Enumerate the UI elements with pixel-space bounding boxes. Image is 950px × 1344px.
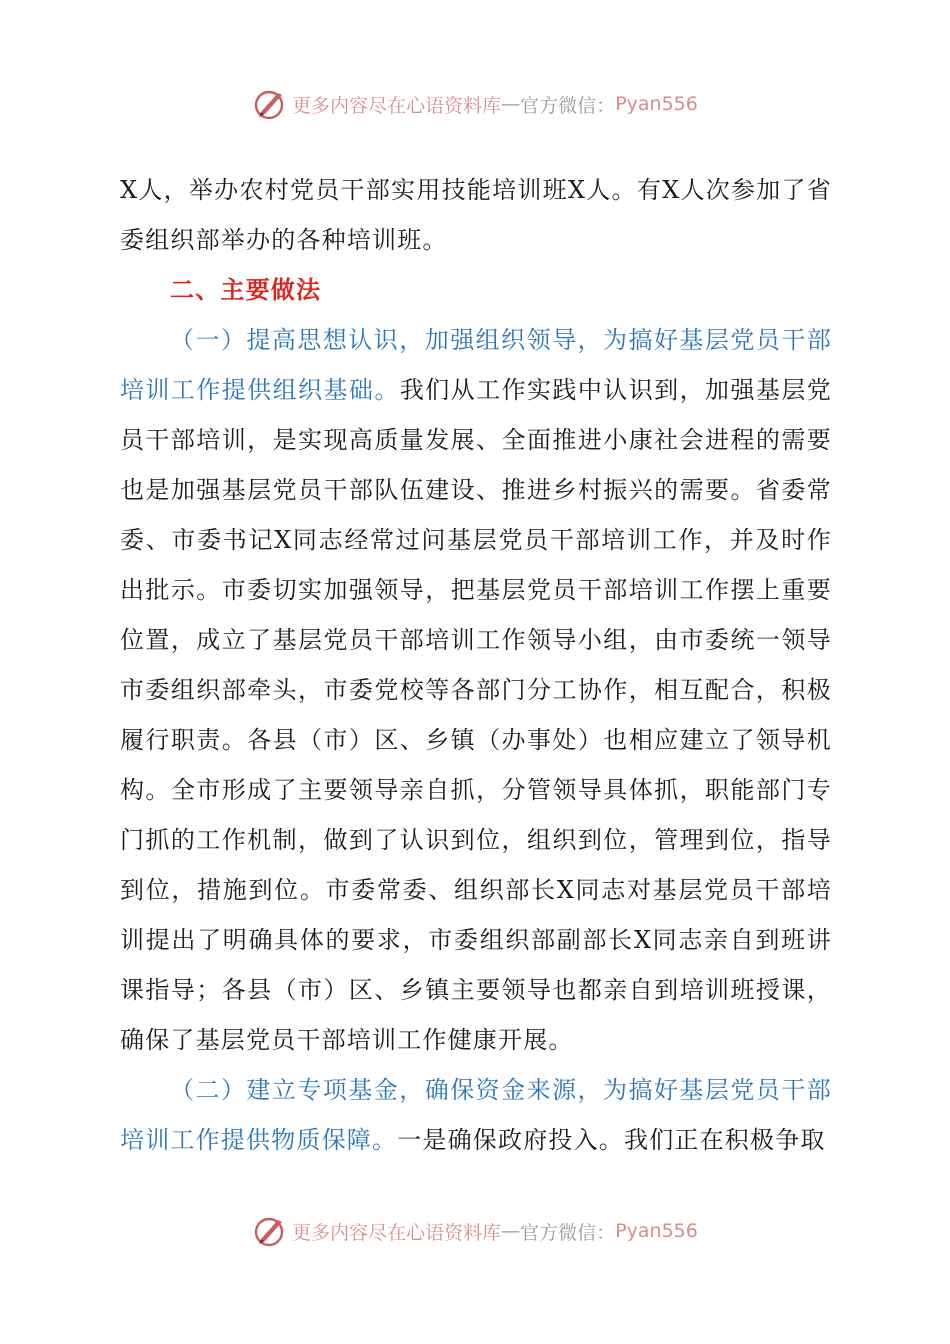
- watermark-dash: —: [501, 1220, 521, 1242]
- pen-seal-icon: [252, 1213, 288, 1249]
- subsection-1: [120, 315, 832, 1065]
- paragraph-continuation: X人，举办农村党员干部实用技能培训班X人。有X人次参加了省委组织部举办的各种培训班。: [120, 176, 832, 254]
- subsection-1-body: 我们从工作实践中认识到，加强基层党员干部培训，是实现高质量发展、全面推进小康社会进程的需要也是加强基层党员干部队伍建设、推进乡村振兴的需要。省委常委、市委书记X同志经常过问基层党员干部培训工作，并及时作出批示。市委切实加强领导，把基层党员干部培训工作摆上重要位置，成立了基层党员干部培训工作领导小组，由市委统一领导市委组织部牵头，市委党校等各部门分工协作，相互配合，积极履行职责。各县（市）区、乡镇（办事处）也相应建立了领导机构。全市形成了主要领导亲自抓，分管领导具体抓，职能部门专门抓的工作机制，做到了认识到位，组织到位，管理到位，指导到位，措施到位。市委常委、组织部长X同志对基层党员干部培训提出了明确具体的要求，市委组织部副部长X同志亲自到班讲课指导；各县（市）区、乡镇主要领导也都亲自到培训班授课，确保了基层党员干部培训工作健康开展。: [120, 376, 832, 1054]
- watermark-main-text: 更多内容尽在心语资料库: [292, 1221, 502, 1244]
- subsection-1-title: （一）提高思想认识，加强组织领导，为搞好基层党员干部培训工作提供组织基础。: [120, 326, 832, 404]
- header-watermark: [0, 84, 950, 124]
- watermark-dash: —: [501, 93, 521, 115]
- watermark-wechat-id: Pyan556: [615, 1220, 698, 1242]
- subsection-2: [120, 1065, 832, 1165]
- section-heading: 二、主要做法: [170, 276, 322, 304]
- footer-watermark: [0, 1211, 950, 1251]
- watermark-official-label: 官方微信：: [520, 1221, 616, 1244]
- watermark-main-text: 更多内容尽在心语资料库: [292, 94, 502, 117]
- subsection-2-body: 一是确保政府投入。我们正在积极争取: [397, 1126, 826, 1154]
- document-body: [120, 165, 832, 1165]
- pen-seal-icon: [252, 86, 288, 122]
- watermark-wechat-id: Pyan556: [615, 93, 698, 115]
- subsection-2-title: （二）建立专项基金，确保资金来源，为搞好基层党员干部培训工作提供物质保障。: [120, 1076, 832, 1154]
- watermark-official-label: 官方微信：: [520, 94, 616, 117]
